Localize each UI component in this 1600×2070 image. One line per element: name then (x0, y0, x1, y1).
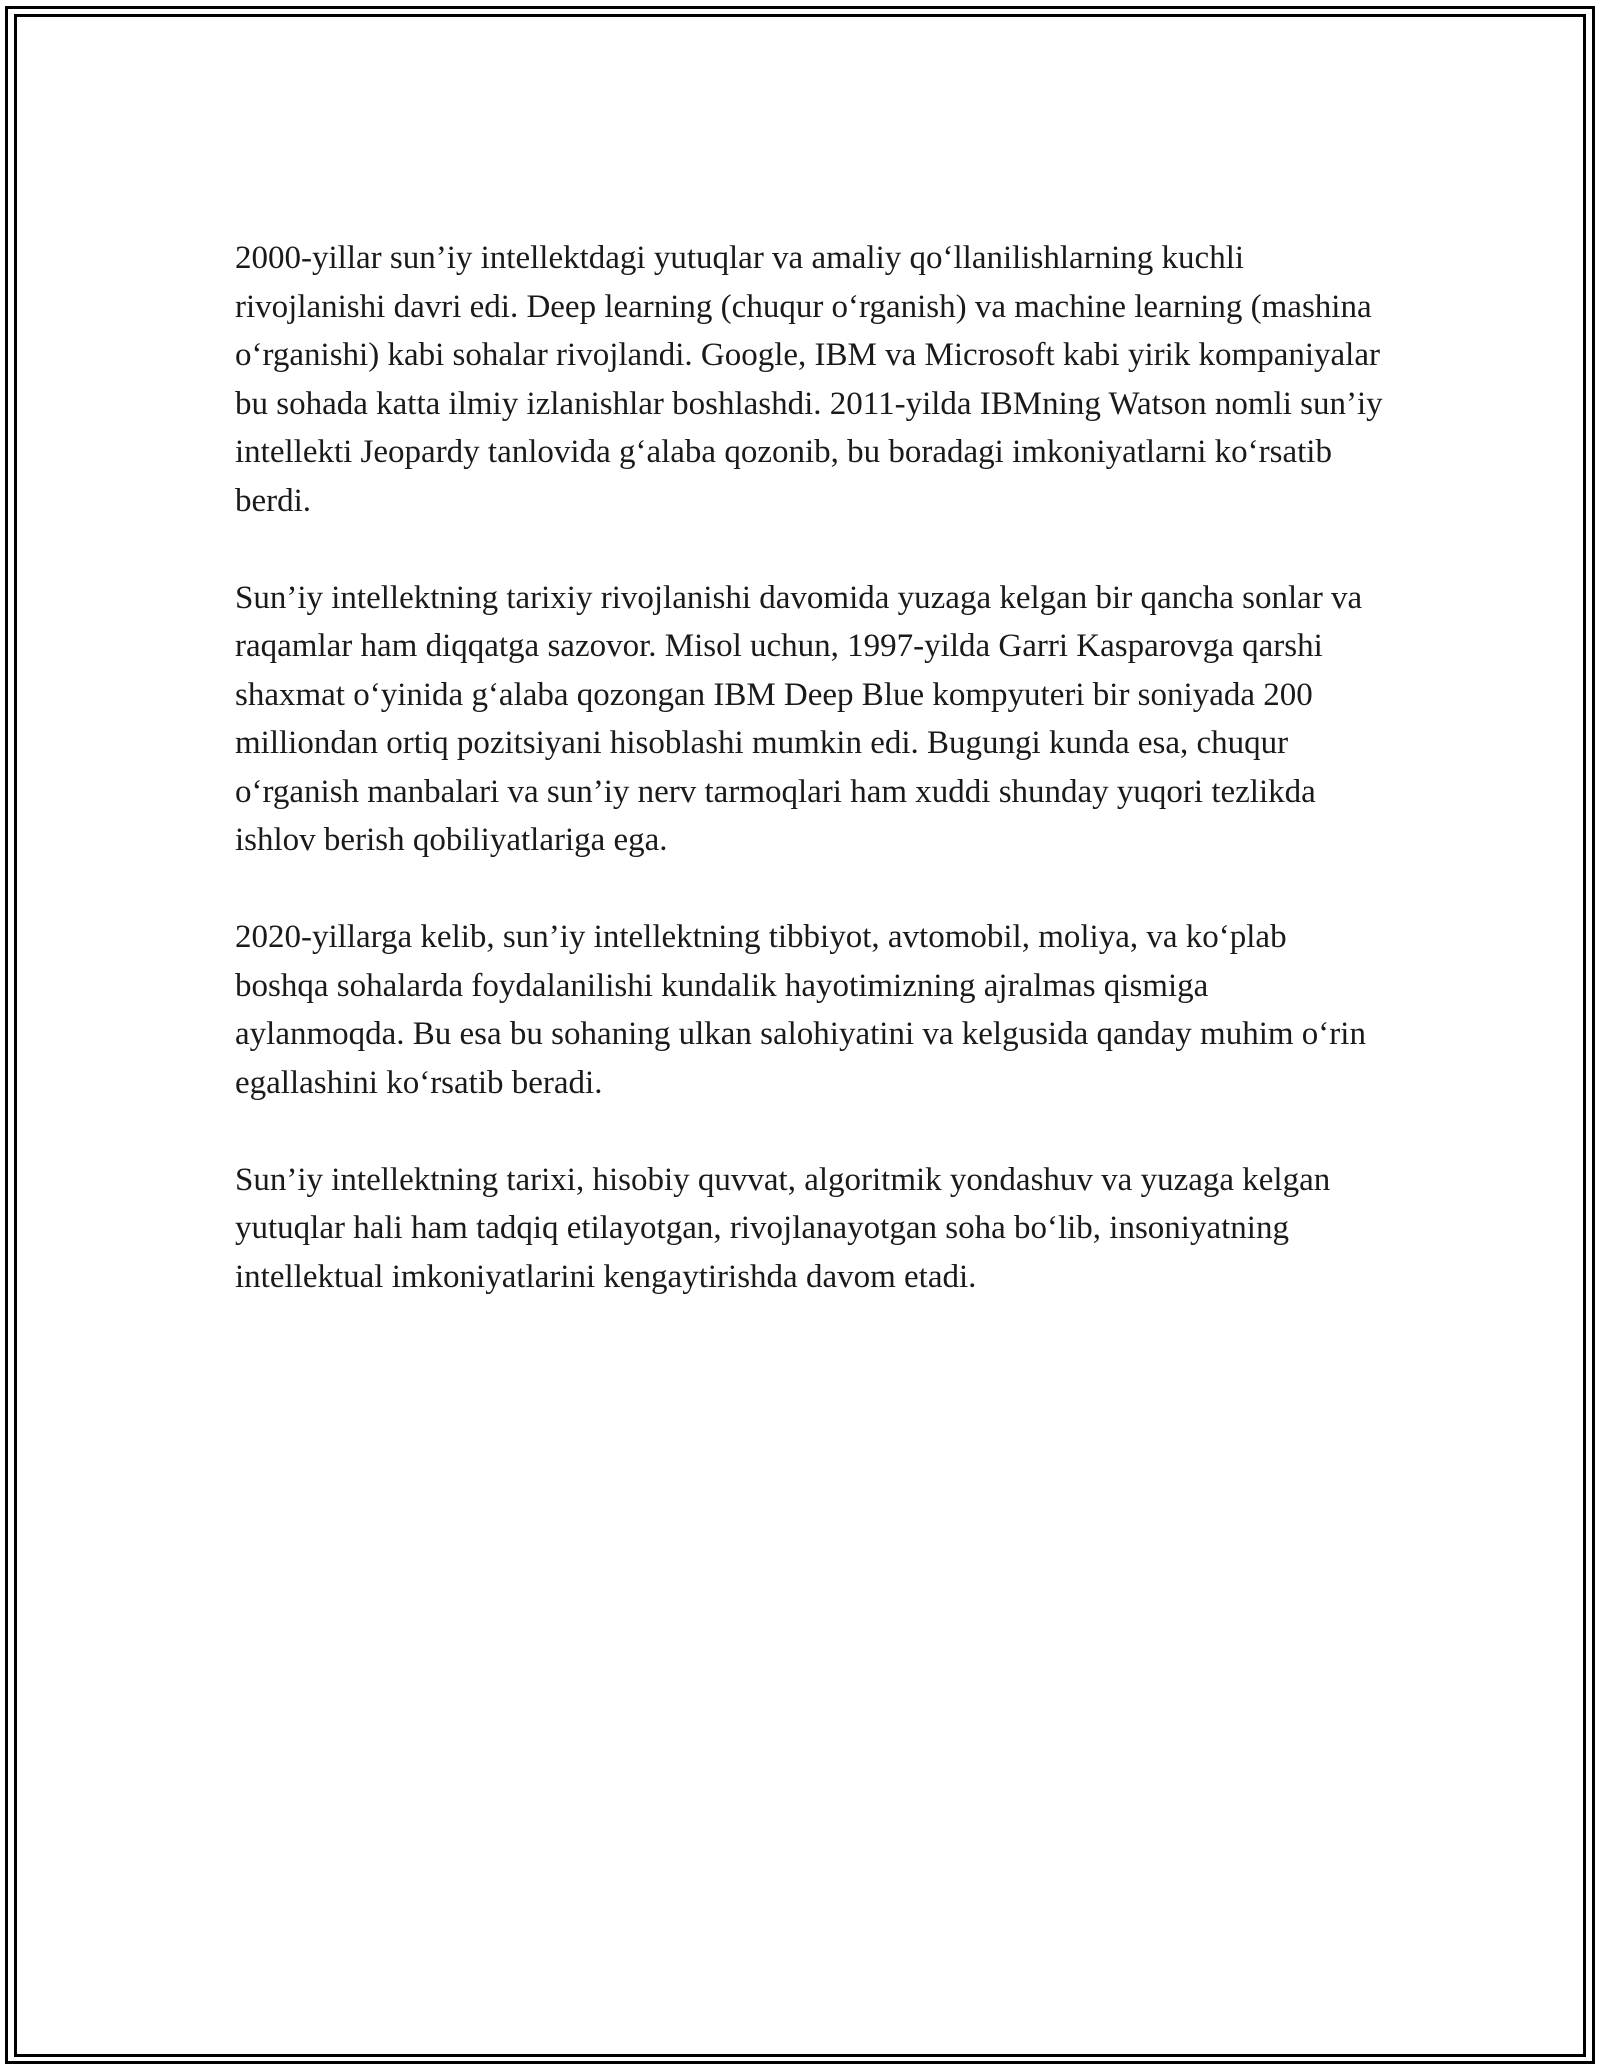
paragraph-4: Sun’iy intellektning tarixi, hisobiy quvvat, algoritmik yondashuv va yuzaga kelgan yutuqlar hali ham tadqiq etilayotgan, rivojlanayotgan soha bo‘lib, insoniyatning intellektual imkoniyatlarini kengaytirishda davom etadi. (235, 1161, 1331, 1295)
paragraph-3: 2020-yillarga kelib, sun’iy intellektning tibbiyot, avtomobil, moliya, va ko‘plab boshqa sohalarda foydalanilishi kundalik hayotimizning ajralmas qismiga aylanmoqda. Bu esa bu sohaning ulkan salohiyatini va kelgusida qanday muhim o‘rin egallashini ko‘rsatib beradi. (235, 919, 1366, 1101)
document-body (235, 234, 1385, 1350)
paragraph-2: Sun’iy intellektning tarixiy rivojlanishi davomida yuzaga kelgan bir qancha sonlar va raqamlar ham diqqatga sazovor. Misol uchun, 1997-yilda Garri Kasparovga qarshi shaxmat o‘yinida g‘alaba qozongan IBM Deep Blue kompyuteri bir soniyada 200 milliondan ortiq pozitsiyani hisoblashi mumkin edi. Bugungi kunda esa, chuqur o‘rganish manbalari va sun’iy nerv tarmoqlari ham xuddi shunday yuqori tezlikda ishlov berish qobiliyatlariga ega. (235, 579, 1363, 858)
paragraph-1: 2000-yillar sun’iy intellektdagi yutuqlar va amaliy qo‘llanilishlarning kuchli rivojlanishi davri edi. Deep learning (chuqur o‘rganish) va machine learning (mashina o‘rganishi) kabi sohalar rivojlandi. Google, IBM va Microsoft kabi yirik kompaniyalar bu sohada katta ilmiy izlanishlar boshlashdi. 2011-yilda IBMning Watson nomli sun’iy intellekti Jeopardy tanlovida g‘alaba qozonib, bu boradagi imkoniyatlarni ko‘rsatib berdi. (235, 240, 1383, 519)
